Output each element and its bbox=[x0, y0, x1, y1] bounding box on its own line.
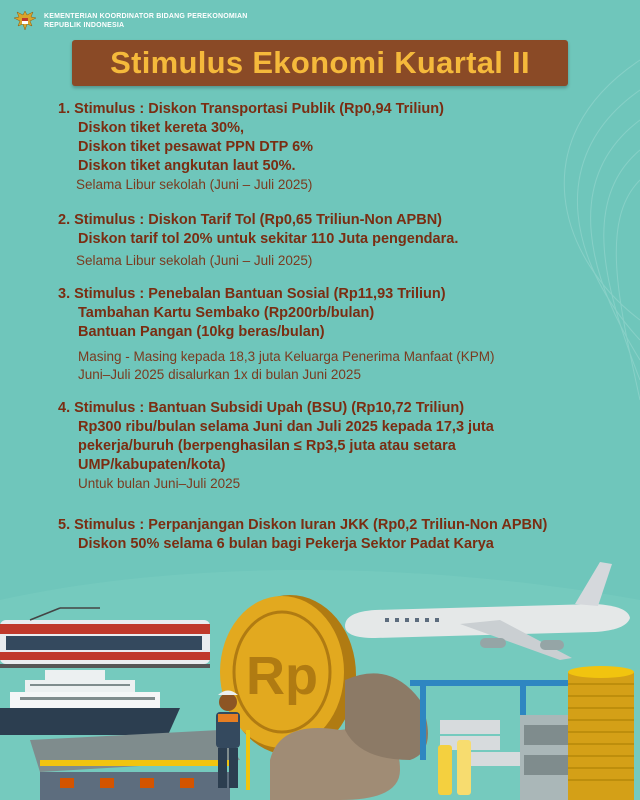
page-title: Stimulus Ekonomi Kuartal II bbox=[110, 45, 530, 80]
coin-stack-icon bbox=[568, 666, 634, 800]
stimulus-item-5 bbox=[58, 516, 547, 554]
stimulus-heading: 2. Stimulus : Diskon Tarif Tol (Rp0,65 Triliun-Non APBN) bbox=[58, 212, 443, 228]
stimulus-heading: 5. Stimulus : Perpanjangan Diskon Iuran JKK (Rp0,2 Triliun-Non APBN) bbox=[58, 517, 548, 533]
pallet-icon bbox=[440, 720, 530, 766]
stimulus-note: Untuk bulan Juni–Juli 2025 bbox=[78, 476, 241, 491]
illustration-scene bbox=[0, 560, 640, 800]
stimulus-detail: Tambahan Kartu Sembako (Rp200rb/bulan) bbox=[78, 305, 375, 321]
cruise-ship-icon bbox=[0, 670, 180, 735]
stimulus-heading: 4. Stimulus : Bantuan Subsidi Upah (BSU) (Rp10,72 Triliun) bbox=[58, 400, 465, 416]
stimulus-detail: Diskon 50% selama 6 bulan bagi Pekerja Sektor Padat Karya bbox=[78, 536, 494, 552]
stimulus-detail: Rp300 ribu/bulan selama Juni dan Juli 2025 kepada 17,3 juta bbox=[78, 419, 494, 435]
stimulus-note: Selama Libur sekolah (Juni – Juli 2025) bbox=[76, 177, 313, 192]
country-name: REPUBLIK INDONESIA bbox=[44, 22, 125, 29]
stimulus-detail: Diskon tiket angkutan laut 50%. bbox=[78, 158, 296, 174]
ministry-name: KEMENTERIAN KOORDINATOR BIDANG PEREKONOMIAN bbox=[44, 13, 248, 20]
stimulus-item-4 bbox=[58, 399, 494, 493]
train-icon bbox=[0, 608, 210, 668]
stimulus-detail: Diskon tiket pesawat PPN DTP 6% bbox=[78, 139, 314, 155]
stimulus-note: Masing - Masing kepada 18,3 juta Keluarga Penerima Manfaat (KPM) bbox=[78, 349, 495, 364]
stimulus-item-3 bbox=[58, 285, 494, 384]
stimulus-detail: Bantuan Pangan (10kg beras/bulan) bbox=[78, 324, 325, 340]
stimulus-item-2 bbox=[58, 211, 458, 270]
coin-symbol: Rp bbox=[246, 646, 318, 706]
stimulus-heading: 1. Stimulus : Diskon Transportasi Publik (Rp0,94 Triliun) bbox=[58, 101, 444, 117]
stimulus-note: Juni–Juli 2025 disalurkan 1x di bulan Juni 2025 bbox=[78, 367, 361, 382]
toll-gate-icon bbox=[30, 730, 240, 800]
stimulus-note: Selama Libur sekolah (Juni – Juli 2025) bbox=[76, 253, 313, 268]
stimulus-detail: pekerja/buruh (berpenghasilan ≤ Rp3,5 juta atau setara bbox=[78, 438, 456, 454]
stimulus-detail: Diskon tiket kereta 30%, bbox=[78, 120, 245, 136]
stimulus-detail: UMP/kabupaten/kota) bbox=[78, 457, 226, 473]
stimulus-detail: Diskon tarif tol 20% untuk sekitar 110 Juta pengendara. bbox=[78, 231, 459, 247]
stimulus-item-1 bbox=[58, 100, 444, 194]
stimulus-heading: 3. Stimulus : Penebalan Bantuan Sosial (Rp11,93 Triliun) bbox=[58, 286, 446, 302]
airplane-icon bbox=[345, 562, 630, 660]
